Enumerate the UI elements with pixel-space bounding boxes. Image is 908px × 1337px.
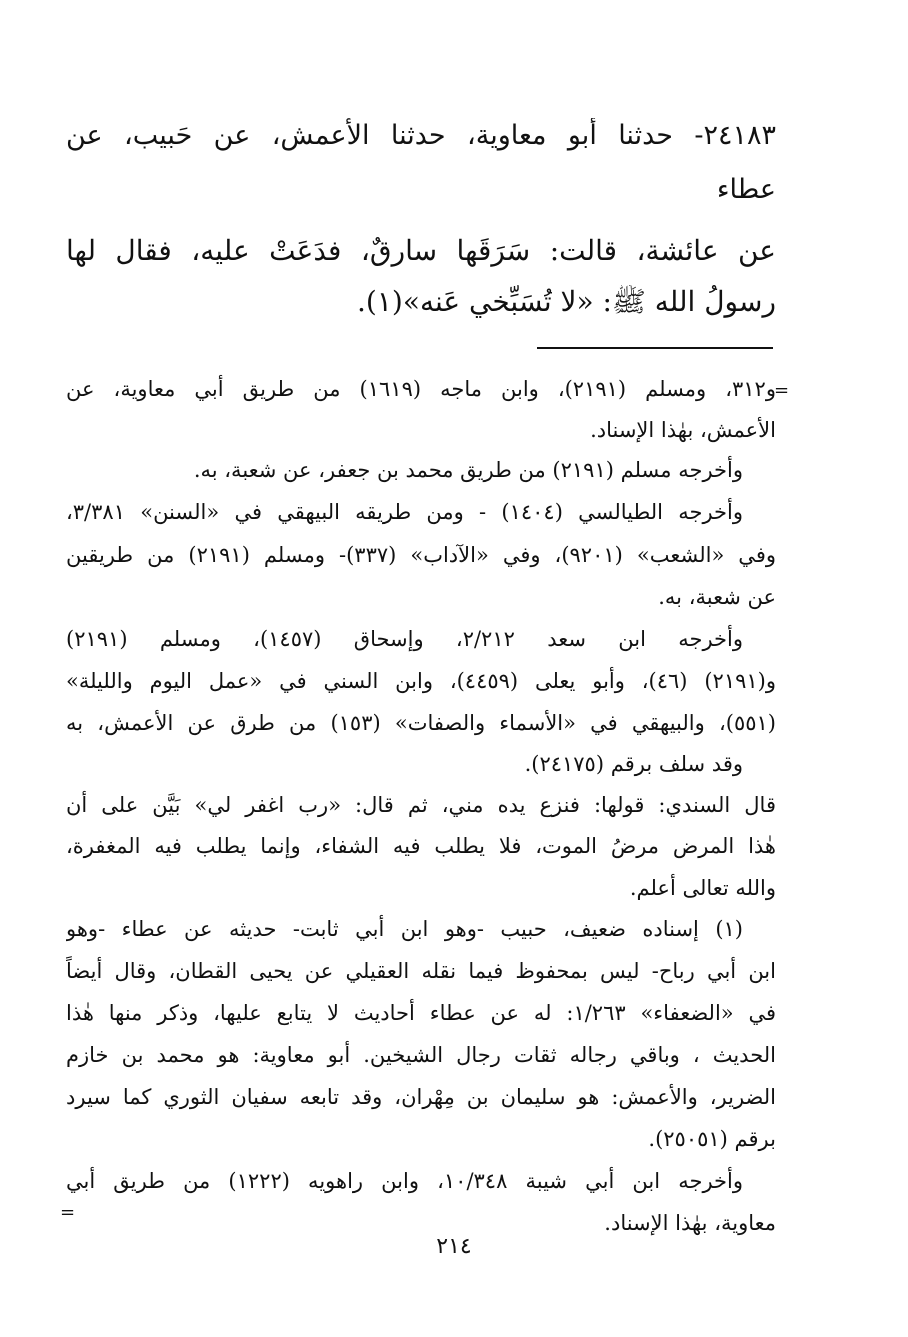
hadith-line-4: رسولُ الله ﷺ: «لا تُسَبِّخي عَنه»(١). bbox=[357, 285, 776, 318]
footnote-divider bbox=[537, 347, 773, 349]
continuation-mark-bottom: = bbox=[60, 1202, 76, 1223]
note-line-9: (٥٥١)، والبيهقي في «الأسماء والصفات» (١٥٣) من طرق عن الأعمش، به bbox=[66, 711, 776, 735]
note-line-18: الضرير، والأعمش: هو سليمان بن مِهْران، وقد تابعه سفيان الثوري كما سيرد bbox=[66, 1085, 776, 1109]
note-line-15: ابن أبي رباح- ليس بمحفوظ فيما نقله العقيلي عن يحيى القطان، وقال أيضاً bbox=[66, 959, 776, 983]
note-line-16: في «الضعفاء» ١/٢٦٣: له عن عطاء أحاديث لا يتابع عليها، وذكر منها هٰذا bbox=[66, 1001, 776, 1025]
note-line-5: وفي «الشعب» (٩٢٠١)، وفي «الآداب» (٣٣٧)- ومسلم (٢١٩١) من طريقين bbox=[66, 543, 776, 567]
note-line-20: وأخرجه ابن أبي شيبة ١٠/٣٤٨، وابن راهويه (١٢٢٢) من طريق أبي bbox=[66, 1169, 743, 1193]
hadith-line-3: عن عائشة، قالت: سَرَقَها سارقٌ، فدَعَتْ عليه، فقال لها bbox=[66, 234, 776, 267]
hadith-line-2: عطاء bbox=[716, 174, 776, 205]
note-line-19: برقم (٢٥٠٥١). bbox=[648, 1127, 776, 1151]
note-line-13: والله تعالى أعلم. bbox=[629, 876, 776, 900]
note-line-1: و٣١٢، ومسلم (٢١٩١)، وابن ماجه (١٦١٩) من طريق أبي معاوية، عن bbox=[66, 377, 776, 401]
page-number: ٢١٤ bbox=[436, 1234, 472, 1259]
note-line-2: الأعمش، بهٰذا الإسناد. bbox=[590, 418, 776, 442]
note-line-3: وأخرجه مسلم (٢١٩١) من طريق محمد بن جعفر، عن شعبة، به. bbox=[193, 458, 743, 482]
note-line-21: معاوية، بهٰذا الإسناد. bbox=[604, 1211, 776, 1235]
note-line-6: عن شعبة، به. bbox=[658, 585, 776, 609]
note-line-14: (١) إسناده ضعيف، حبيب -وهو ابن أبي ثابت- حديثه عن عطاء -وهو bbox=[66, 917, 743, 941]
note-line-8: و(٢١٩١) (٤٦)، وأبو يعلى (٤٤٥٩)، وابن السني في «عمل اليوم والليلة» bbox=[66, 669, 776, 693]
note-line-4: وأخرجه الطيالسي (١٤٠٤) - ومن طريقه البيهقي في «السنن» ٣/٣٨١، bbox=[66, 500, 743, 524]
note-line-7: وأخرجه ابن سعد ٢/٢١٢، وإسحاق (١٤٥٧)، ومسلم (٢١٩١) bbox=[66, 627, 743, 651]
note-line-10: وقد سلف برقم (٢٤١٧٥). bbox=[524, 752, 743, 776]
note-line-17: الحديث ، وباقي رجاله ثقات رجال الشيخين. أبو معاوية: هو محمد بن خازم bbox=[66, 1043, 776, 1067]
note-line-12: هٰذا المرض مرضُ الموت، فلا يطلب فيه الشفاء، وإنما يطلب فيه المغفرة، bbox=[66, 834, 776, 858]
hadith-line-1: ٢٤١٨٣- حدثنا أبو معاوية، حدثنا الأعمش، عن حَبيب، عن bbox=[66, 120, 776, 151]
note-line-11: قال السندي: قولها: فنزع يده مني، ثم قال: «رب اغفر لي» بَيَّن على أن bbox=[66, 793, 776, 817]
continuation-mark-top: = bbox=[774, 380, 790, 401]
